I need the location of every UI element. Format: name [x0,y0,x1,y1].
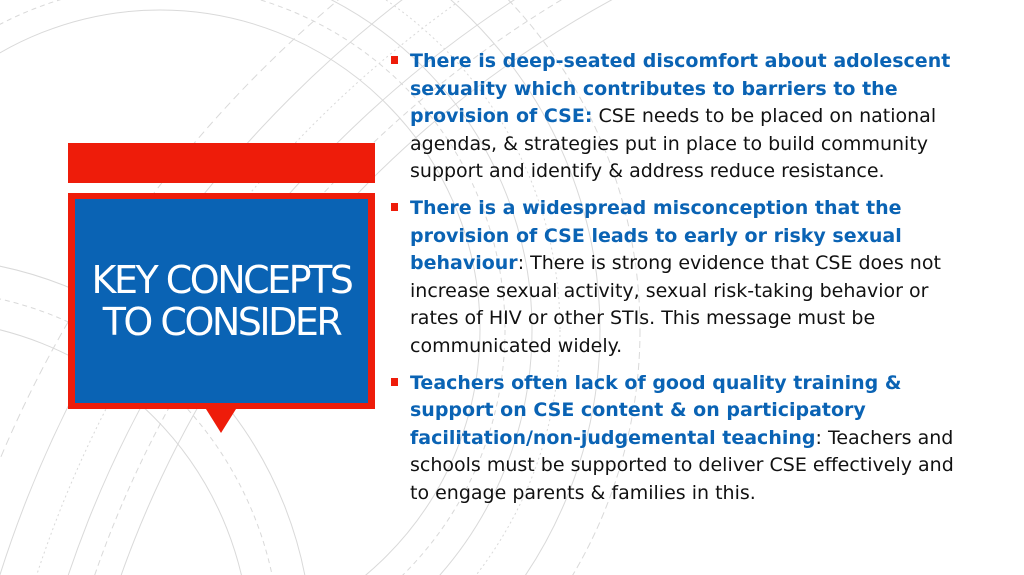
square-bullet-icon [391,203,398,211]
bullet-body-text: : Teachers and schools must be supported to deliver CSE effectively and to engage parents & families in this. [410,426,954,504]
square-bullet-icon [391,56,398,64]
bullet-body-text: CSE needs to be placed on national agendas, & strategies put in place to build community support and identify & address reduce resistance. [410,105,937,183]
title-panel [75,199,368,403]
bullet-body-text: : There is strong evidence that CSE does not increase sexual activity, sexual risk-taking behavior or rates of HIV or other STIs. This message must be communicated widely. [410,252,941,357]
bullet-lead-text: Teachers often lack of good quality training & support on CSE content & on participatory facilitation/non-judgemental teaching [410,371,902,449]
square-bullet-icon [391,378,398,386]
key-points [390,48,960,517]
bullet-list [390,48,960,508]
bullet-point [390,48,960,186]
bullet-lead-text: There is deep-seated discomfort about adolescent sexuality which contributes to barriers to the provision of CSE: [410,50,951,128]
title-box [68,193,375,409]
bullet-point [390,370,960,508]
bullet-point [390,195,960,361]
callout-pointer [206,409,236,433]
title-accent-bar [68,143,375,183]
slide-title: KEY CONCEPTS TO CONSIDER [91,258,352,344]
bullet-lead-text: There is a widespread misconception that the provision of CSE leads to early or risky sexual behaviour [410,196,902,275]
